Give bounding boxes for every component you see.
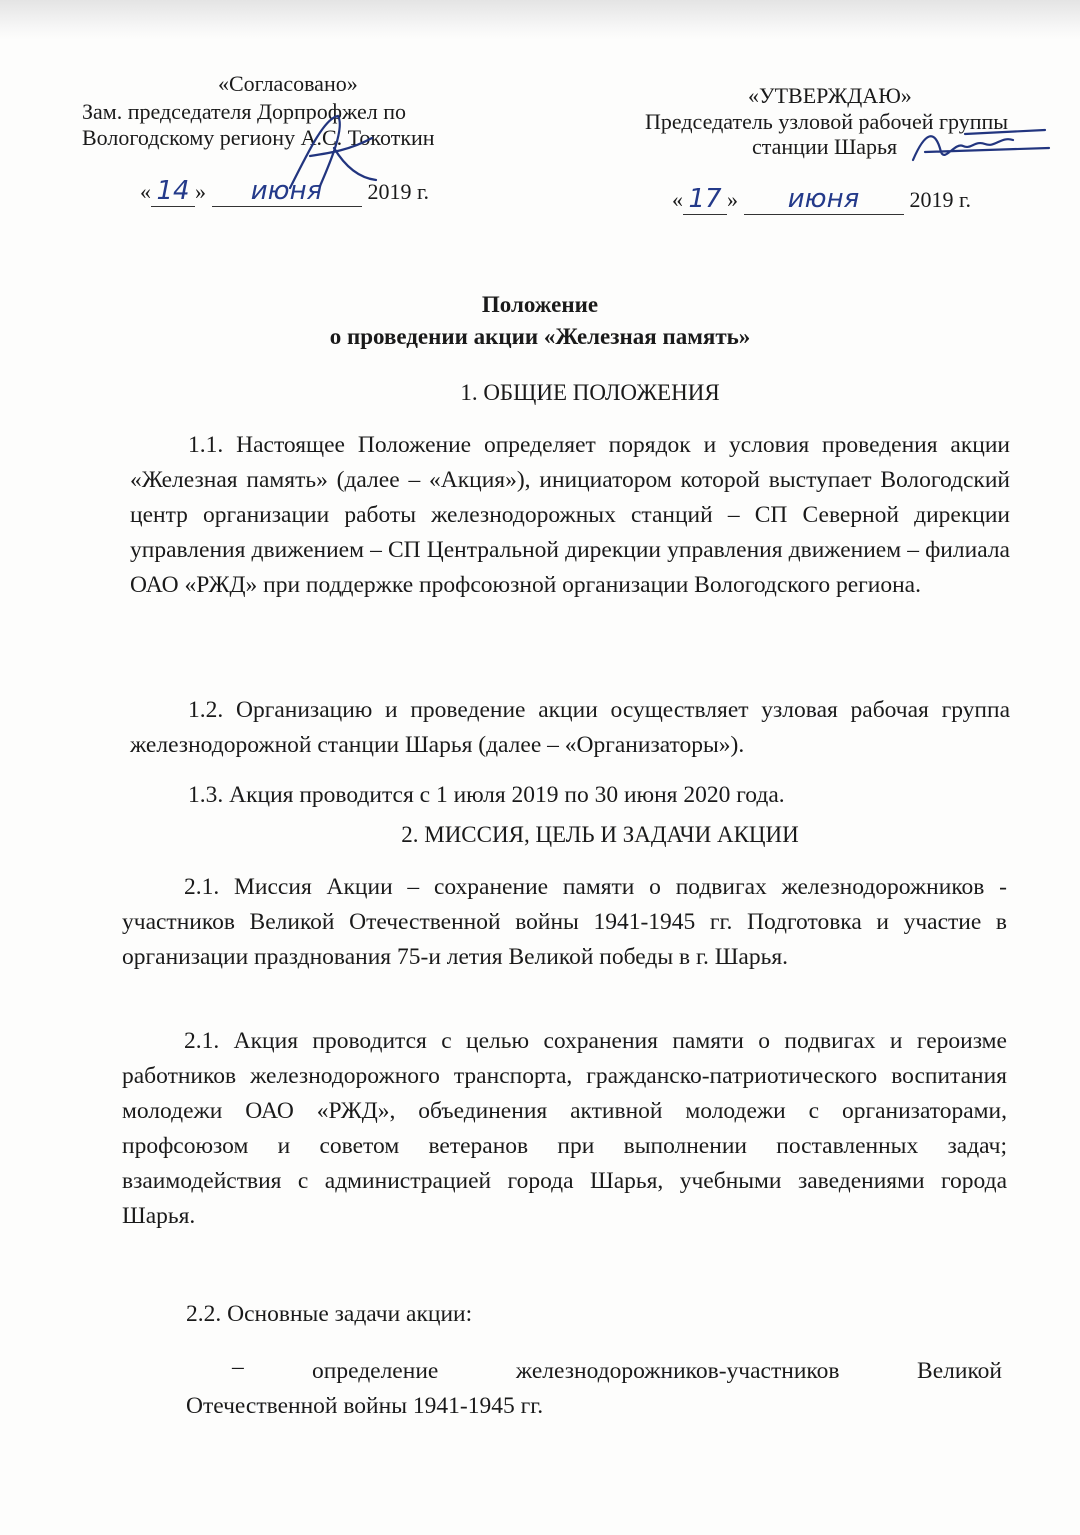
left-approval-label: «Согласовано» xyxy=(218,71,358,96)
right-approval-position-line1: Председатель узловой рабочей группы xyxy=(645,109,1009,134)
scan-top-shadow xyxy=(0,0,1080,40)
right-date-year: 2019 г. xyxy=(909,187,972,212)
paragraph-1-1 xyxy=(130,428,1010,603)
document-title-line1: Положение xyxy=(481,292,599,317)
paragraph-2-1-mission xyxy=(122,870,1007,975)
right-approval-date xyxy=(672,184,971,215)
right-date-day: 17 xyxy=(683,184,727,215)
right-date-close-quote: » xyxy=(727,187,738,212)
left-date-close-quote: » xyxy=(195,179,206,204)
paragraph-1-3 xyxy=(188,778,1008,813)
bullet-dash: – xyxy=(232,1354,244,1380)
section2-heading: 2. МИССИЯ, ЦЕЛЬ И ЗАДАЧИ АКЦИИ xyxy=(401,822,799,847)
paragraph-2-2 xyxy=(186,1297,1006,1332)
paragraph-2-1-mission-text: 2.1. Миссия Акции – сохранение памяти о подвигах железнодорожников - участников Великой Отечественной войны 1941-1945 гг. Подготовка и участие в организации празднования 75-и летия Великой победы в г. Шарья. xyxy=(122,874,1007,970)
section1-heading: 1. ОБЩИЕ ПОЛОЖЕНИЯ xyxy=(460,380,720,405)
paragraph-1-1-text: 1.1. Настоящее Положение определяет порядок и условия проведения акции «Железная память» (далее – «Акция»), инициатором которой выступает Вологодский центр организации работы железнодорожных станций – СП Северной дирекции управления движением – СП Центральной дирекции управления движением – филиала ОАО «РЖД» при поддержке профсоюзной организации Вологодского региона. xyxy=(130,432,1010,598)
left-signature xyxy=(250,108,380,198)
paragraph-1-2 xyxy=(130,693,1010,763)
left-date-day: 14 xyxy=(151,176,195,207)
left-date-month: июня xyxy=(212,176,362,207)
document-title-line2: о проведении акции «Железная память» xyxy=(329,324,751,349)
left-approval-position-line2: Вологодскому региону А.С. Токоткин xyxy=(82,125,435,150)
paragraph-1-2-text: 1.2. Организацию и проведение акции осуществляет узловая рабочая группа железнодорожной станции Шарья (далее – «Организаторы»). xyxy=(130,697,1010,758)
left-approval-position-line1: Зам. председателя Дорпрофжел по xyxy=(82,99,406,124)
bullet-item-1 xyxy=(186,1354,1002,1424)
left-date-open-quote: « xyxy=(140,179,151,204)
right-date-month: июня xyxy=(744,184,904,215)
paragraph-2-1-purpose xyxy=(122,1024,1007,1234)
right-approval-label: «УТВЕРЖДАЮ» xyxy=(748,83,912,108)
right-date-open-quote: « xyxy=(672,187,683,212)
right-approval-position-line2: станции Шарья xyxy=(752,134,898,159)
paragraph-1-3-text: 1.3. Акция проводится с 1 июля 2019 по 30 июня 2020 года. xyxy=(188,782,785,808)
paragraph-2-1-purpose-text: 2.1. Акция проводится с целью сохранения памяти о подвигах и героизме работников железнодорожного транспорта, гражданско-патриотического воспитания молодежи ОАО «РЖД», объединения активной молодежи с организаторами, профсоюзом и советом ветеранов при выполнении поставленных задач; взаимодействия с администрацией города Шарья, учебными заведениями города Шарья. xyxy=(122,1028,1007,1229)
bullet-item-1-text: определение железнодорожников-участников Великой Отечественной войны 1941-1945 гг. xyxy=(186,1358,1002,1419)
left-date-year: 2019 г. xyxy=(367,179,430,204)
paragraph-2-2-text: 2.2. Основные задачи акции: xyxy=(186,1301,473,1327)
right-signature xyxy=(905,122,1055,172)
